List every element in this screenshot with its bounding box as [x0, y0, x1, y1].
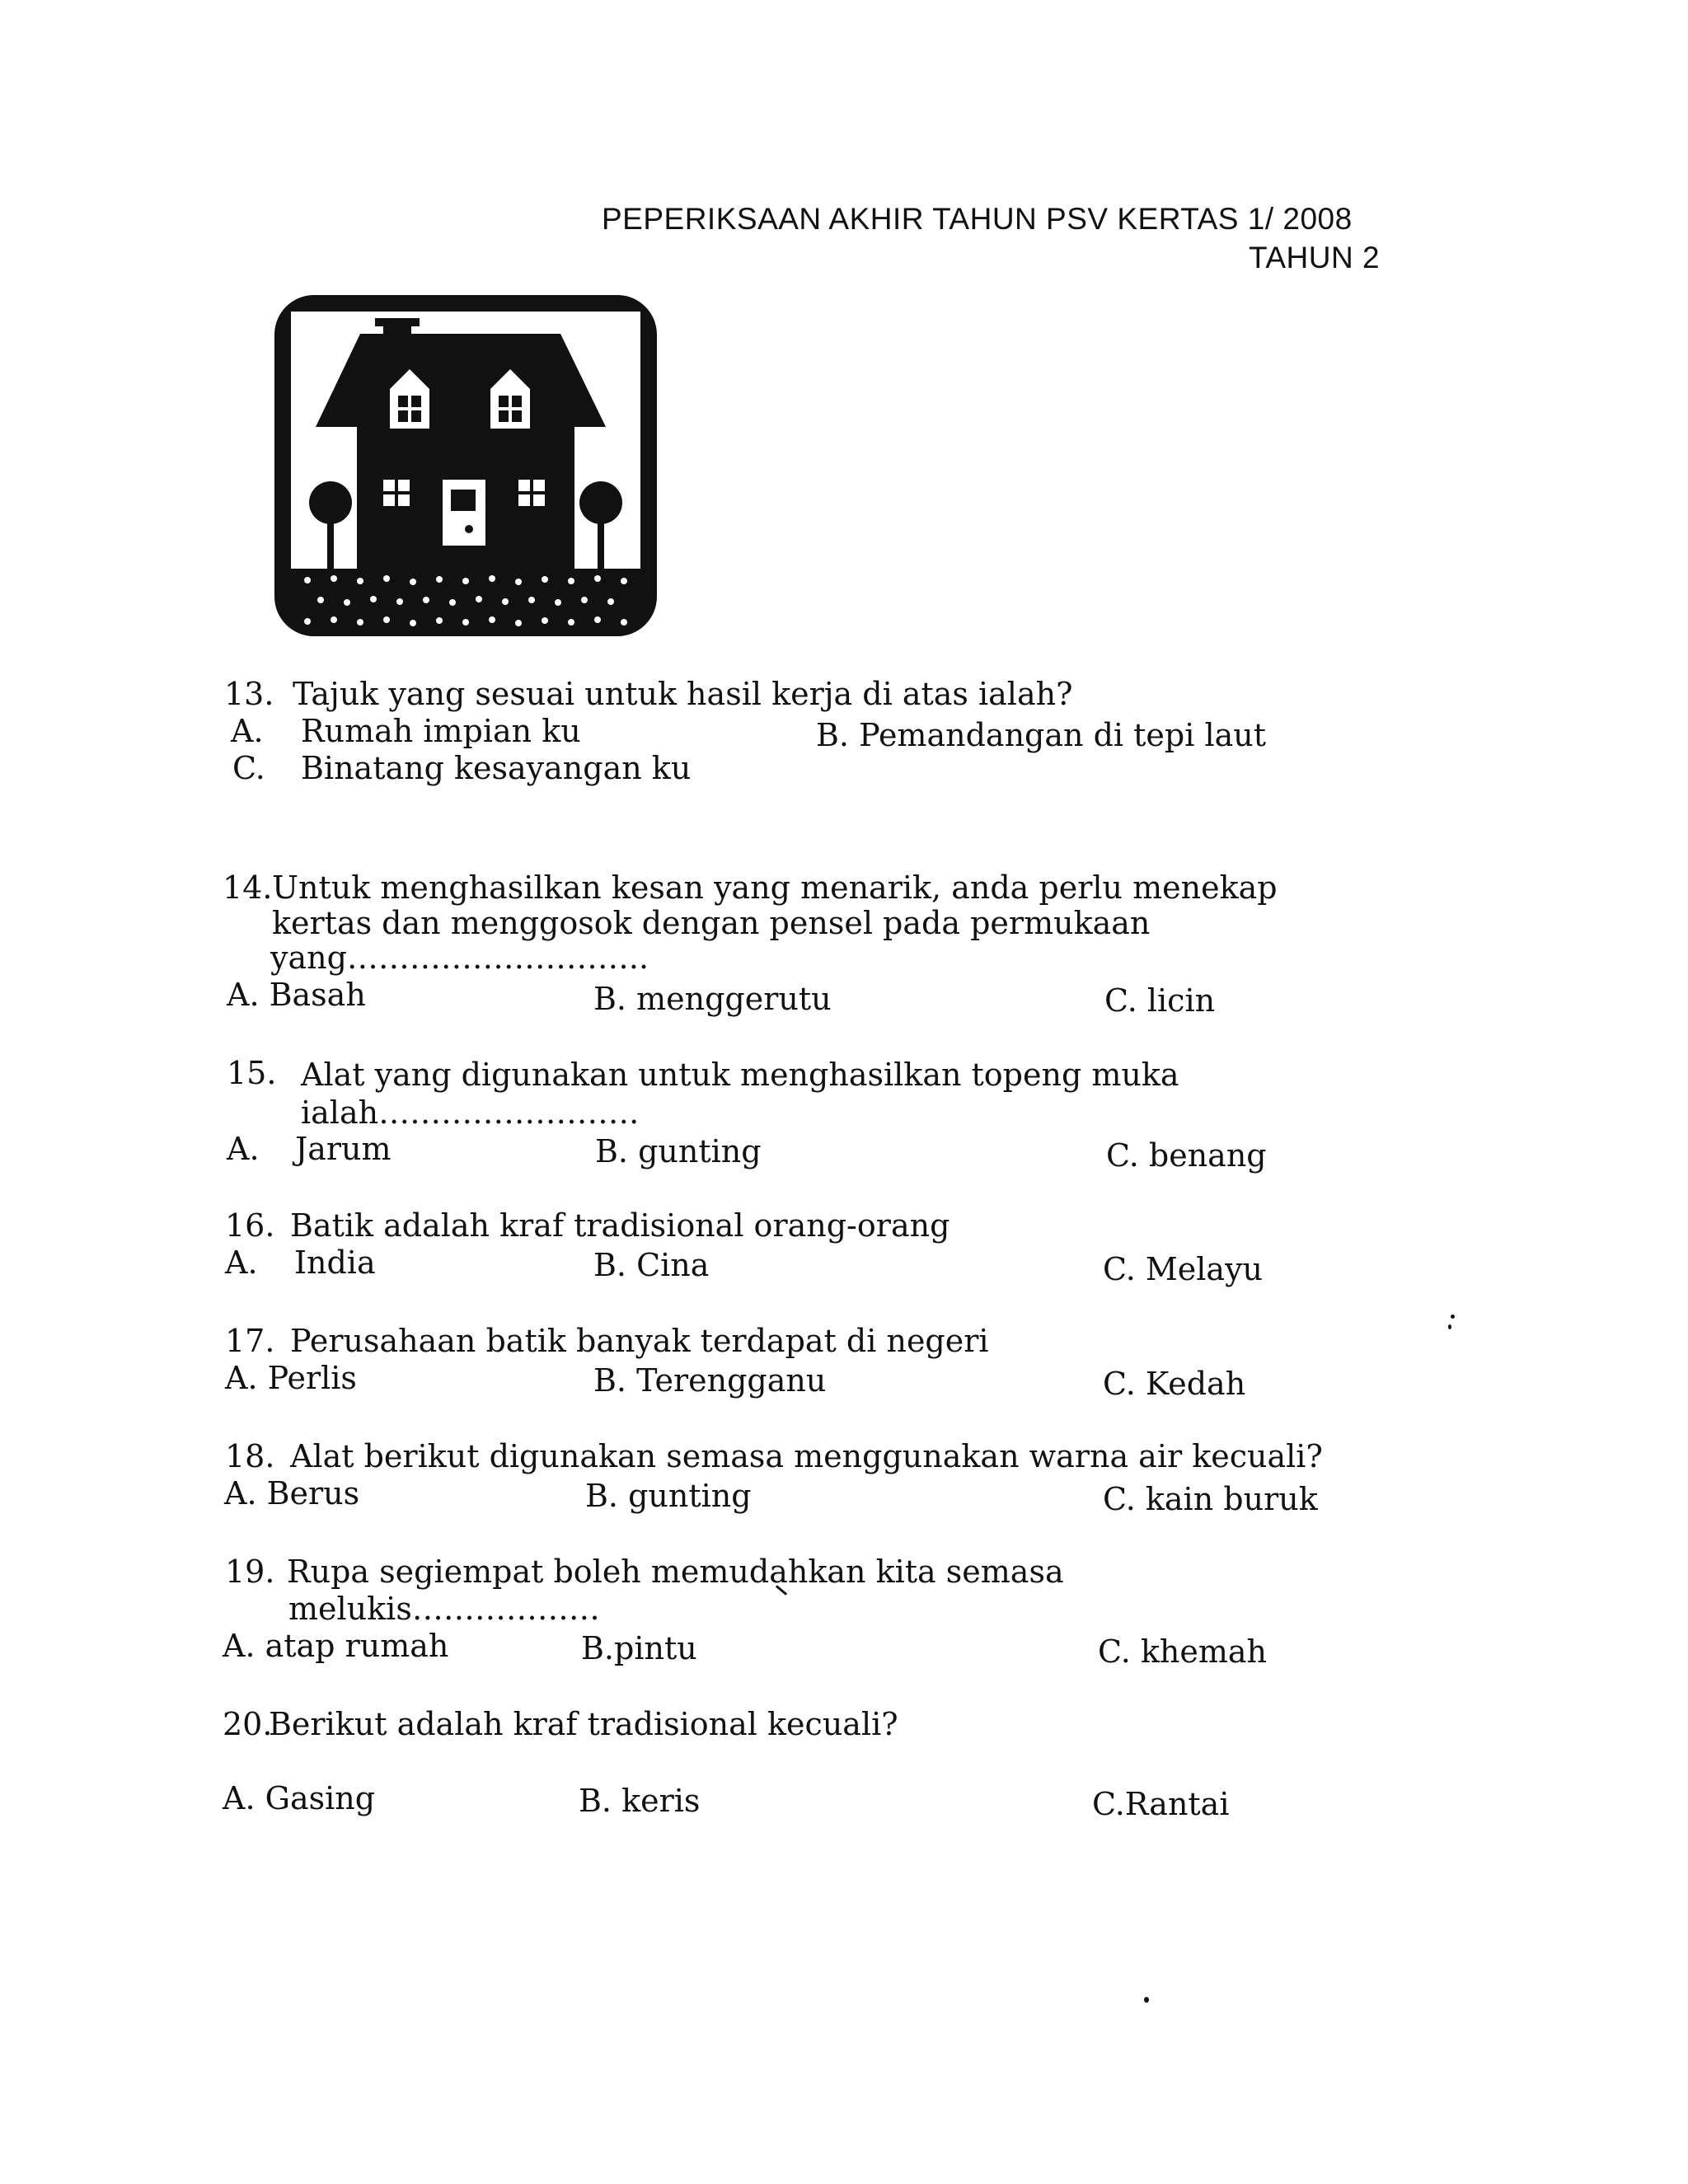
question-15-text-line-1: Alat yang digunakan untuk menghasilkan topeng muka: [301, 1057, 1179, 1093]
question-13-number: 13.: [224, 676, 274, 712]
question-17-option-a: A. Perlis: [225, 1360, 357, 1396]
question-17-number: 17.: [225, 1323, 275, 1359]
question-18-option-b: B. gunting: [585, 1478, 752, 1514]
question-14-option-a: A. Basah: [227, 977, 366, 1013]
question-13-text: Tajuk yang sesuai untuk hasil kerja di atas ialah?: [293, 676, 1073, 712]
question-13-option-b: B. Pemandangan di tepi laut: [816, 717, 1267, 753]
question-19-option-c: C. khemah: [1098, 1633, 1268, 1670]
question-14-option-b: B. menggerutu: [593, 981, 832, 1017]
question-15-option-b: B. gunting: [595, 1133, 762, 1169]
question-13-option-c-letter: C.: [232, 750, 265, 786]
question-13-option-a-letter: A.: [231, 713, 264, 749]
question-15-option-c: C. benang: [1106, 1137, 1267, 1174]
exam-year-level: TAHUN 2: [1249, 241, 1381, 274]
question-20-text: Berikut adalah kraf tradisional kecuali?: [269, 1706, 898, 1742]
house-icon: [268, 288, 663, 643]
question-16-option-a: India: [294, 1244, 376, 1281]
question-19-option-a: A. atap rumah: [223, 1628, 449, 1664]
question-14-text-line-2: kertas dan menggosok dengan pensel pada permukaan: [272, 905, 1151, 941]
question-20-option-c: C.Rantai: [1092, 1786, 1230, 1822]
question-16-number: 16.: [225, 1207, 275, 1244]
question-19-text-line-2: melukis………………: [288, 1591, 600, 1627]
question-18-text: Alat berikut digunakan semasa menggunakan warna air kecuali?: [290, 1438, 1323, 1474]
question-18-option-c: C. kain buruk: [1103, 1481, 1318, 1517]
question-15-option-a: Jarum: [295, 1131, 392, 1167]
question-16-option-a-letter: A.: [225, 1244, 258, 1281]
scan-speck: [1144, 1997, 1149, 2003]
question-18-option-a: A. Berus: [224, 1475, 360, 1511]
question-16-option-b: B. Cina: [593, 1247, 710, 1283]
question-18-number: 18.: [225, 1438, 275, 1474]
question-20-option-b: B. keris: [579, 1783, 701, 1819]
scan-speck: [1451, 1315, 1455, 1319]
question-14-text-line-1: Untuk menghasilkan kesan yang menarik, anda perlu menekap: [272, 869, 1278, 906]
question-15-option-a-letter: A.: [227, 1131, 260, 1167]
question-17-option-b: B. Terengganu: [593, 1362, 827, 1399]
question-16-option-c: C. Melayu: [1103, 1251, 1264, 1287]
question-13-option-c: Binatang kesayangan ku: [301, 750, 692, 786]
question-17-text: Perusahaan batik banyak terdapat di negeri: [290, 1323, 989, 1359]
question-19-number: 19.: [225, 1554, 275, 1590]
question-14-option-c: C. licin: [1104, 982, 1216, 1019]
question-20-number: 20.: [223, 1706, 273, 1742]
question-15-number: 15.: [227, 1055, 277, 1091]
question-17-option-c: C. Kedah: [1103, 1366, 1246, 1402]
scan-speck: [1448, 1324, 1451, 1329]
question-15-text-line-2: ialah…………………….: [301, 1094, 640, 1131]
exam-title: PEPERIKSAAN AKHIR TAHUN PSV KERTAS 1/ 2008: [602, 202, 1353, 236]
question-20-option-a: A. Gasing: [223, 1780, 376, 1816]
question-19-text-line-1: Rupa segiempat boleh memudahkan kita semasa: [287, 1554, 1064, 1590]
question-14-text-line-3: yang………………………..: [270, 940, 649, 976]
question-16-text: Batik adalah kraf tradisional orang-orang: [290, 1207, 950, 1244]
question-19-option-b: B.pintu: [581, 1630, 697, 1666]
question-13-option-a: Rumah impian ku: [301, 713, 581, 749]
question-14-number: 14.: [223, 869, 273, 906]
